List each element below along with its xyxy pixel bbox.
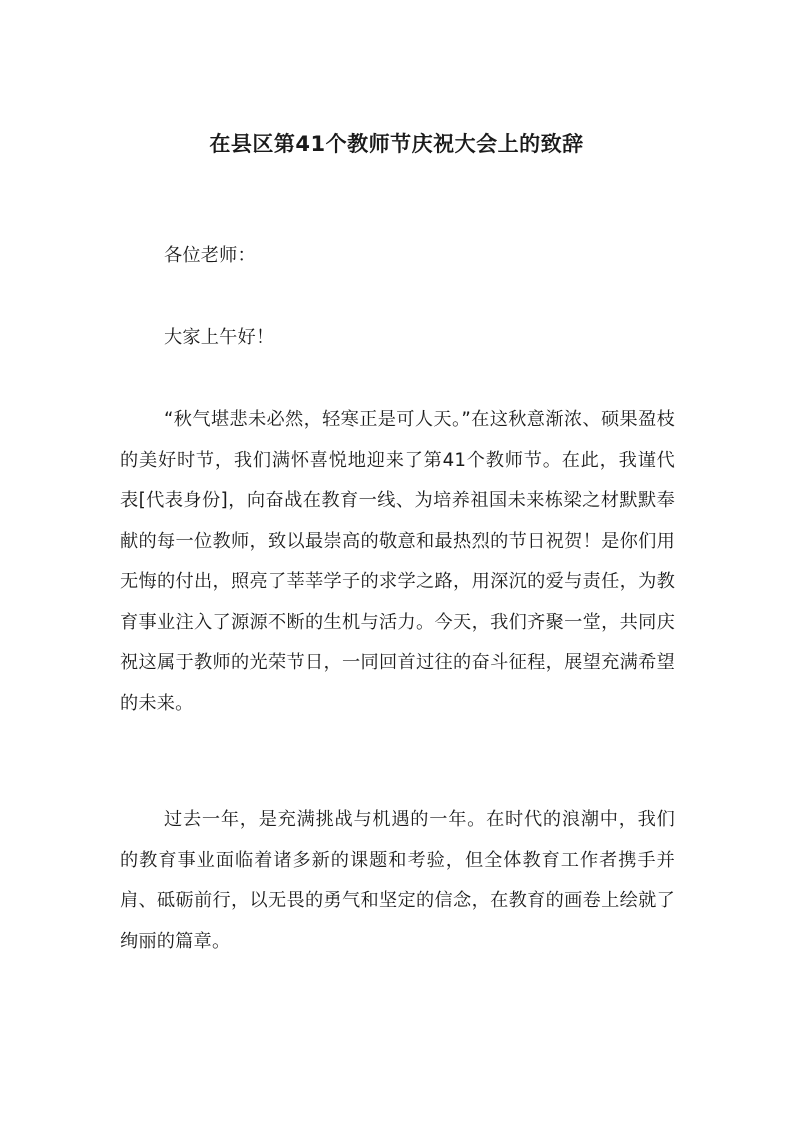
greeting-line: 各位老师：	[164, 245, 256, 266]
salutation-line: 大家上午好！	[164, 327, 275, 348]
document-title: 在县区第41个教师节庆祝大会上的致辞	[209, 132, 584, 156]
body-paragraph-1: “秋气堪悲未必然，轻寒正是可人天。”在这秋意渐浓、硕果盈枝的美好时节，我们满怀喜悦地迎来了第41个教师节。在此，我谨代表[代表身份]，向奋战在教育一线、为培养祖国未来栋梁之材默默奉献的每一位教师，致以最崇高的敬意和最热烈的节日祝贺！是你们用无悔的付出，照亮了莘莘学子的求学之路，用深沉的爱与责任，为教育事业注入了源源不断的生机与活力。今天，我们齐聚一堂，共同庆祝这属于教师的光荣节日，一同回首过往的奋斗征程，展望充满希望的未来。	[120, 409, 675, 714]
body-paragraph-2: 过去一年，是充满挑战与机遇的一年。在时代的浪潮中，我们的教育事业面临着诸多新的课题和考验，但全体教育工作者携手并肩、砥砺前行，以无畏的勇气和坚定的信念，在教育的画卷上绘就了绚丽的篇章。	[120, 809, 675, 952]
